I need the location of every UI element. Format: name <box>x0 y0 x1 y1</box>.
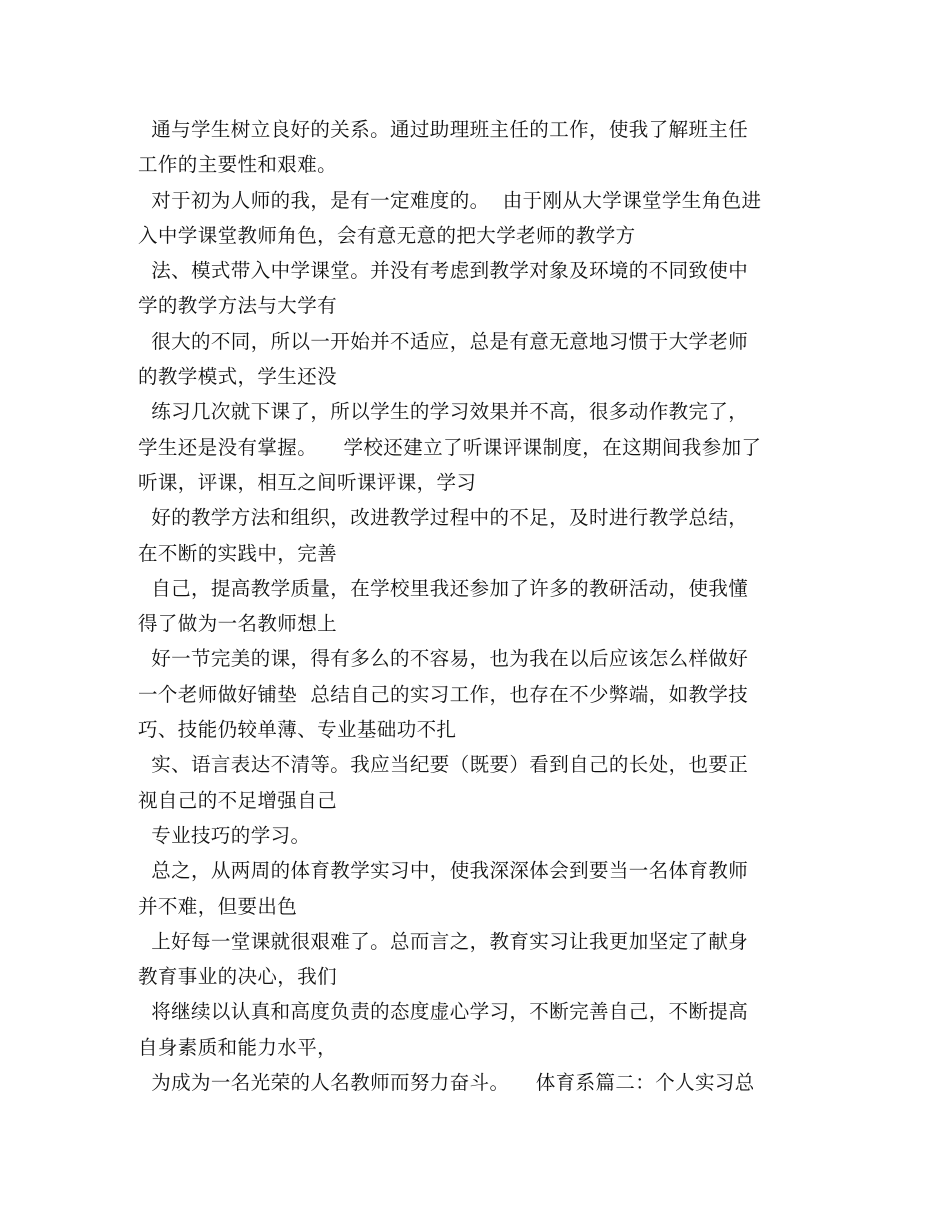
text-line: 并不难，但要出色 <box>138 894 298 918</box>
text-line: 自身素质和能力水平， <box>138 1035 338 1059</box>
text-line: 实、语言表达不清等。我应当纪要（既要）看到自己的长处，也要正 <box>138 753 749 777</box>
text-line: 将继续以认真和高度负责的态度虚心学习，不断完善自己，不断提高 <box>138 1000 749 1024</box>
text-line: 总之，从两周的体育教学实习中，使我深深体会到要当一名体育教师 <box>138 859 749 883</box>
text-line: 对于初为人师的我，是有一定难度的。 由于刚从大学课堂学生角色进 <box>138 188 762 212</box>
text-line: 视自己的不足增强自己 <box>138 788 338 812</box>
text-line: 一个老师做好铺垫 总结自己的实习工作，也存在不少弊端，如教学技 <box>138 682 749 706</box>
text-line: 的教学模式，学生还没 <box>138 365 338 389</box>
text-line: 入中学课堂教师角色，会有意无意的把大学老师的教学方 <box>138 223 636 247</box>
text-line: 很大的不同，所以一开始并不适应，总是有意无意地习惯于大学老师 <box>138 329 749 353</box>
text-line: 好一节完美的课，得有多么的不容易，也为我在以后应该怎么样做好 <box>138 647 749 671</box>
text-line: 听课，评课，相互之间听课评课，学习 <box>138 470 477 494</box>
text-line: 教育事业的决心，我们 <box>138 965 338 989</box>
text-line: 巧、技能仍较单薄、专业基础功不扎 <box>138 718 457 742</box>
text-line: 法、模式带入中学课堂。并没有考虑到教学对象及环境的不同致使中 <box>138 259 749 283</box>
text-line: 好的教学方法和组织，改进教学过程中的不足，及时进行教学总结， <box>138 506 749 530</box>
text-line: 专业技巧的学习。 <box>138 823 311 847</box>
body-text <box>138 112 818 1100</box>
text-line: 自己，提高教学质量，在学校里我还参加了许多的教研活动，使我懂 <box>138 576 749 600</box>
text-line: 在不断的实践中，完善 <box>138 541 338 565</box>
text-line: 为成为一名光荣的人名教师而努力奋斗。 体育系篇二：个人实习总 <box>138 1071 755 1095</box>
text-line: 工作的主要性和艰难。 <box>138 153 338 177</box>
text-line: 上好每一堂课就很艰难了。总而言之，教育实习让我更加坚定了献身 <box>138 929 749 953</box>
text-line: 得了做为一名教师想上 <box>138 612 338 636</box>
text-line: 通与学生树立良好的关系。通过助理班主任的工作，使我了解班主任 <box>138 118 749 141</box>
text-line: 学生还是没有掌握。 学校还建立了听课评课制度，在这期间我参加了 <box>138 435 762 459</box>
text-line: 学的教学方法与大学有 <box>138 294 338 318</box>
text-line: 练习几次就下课了，所以学生的学习效果并不高，很多动作教完了， <box>138 400 749 424</box>
